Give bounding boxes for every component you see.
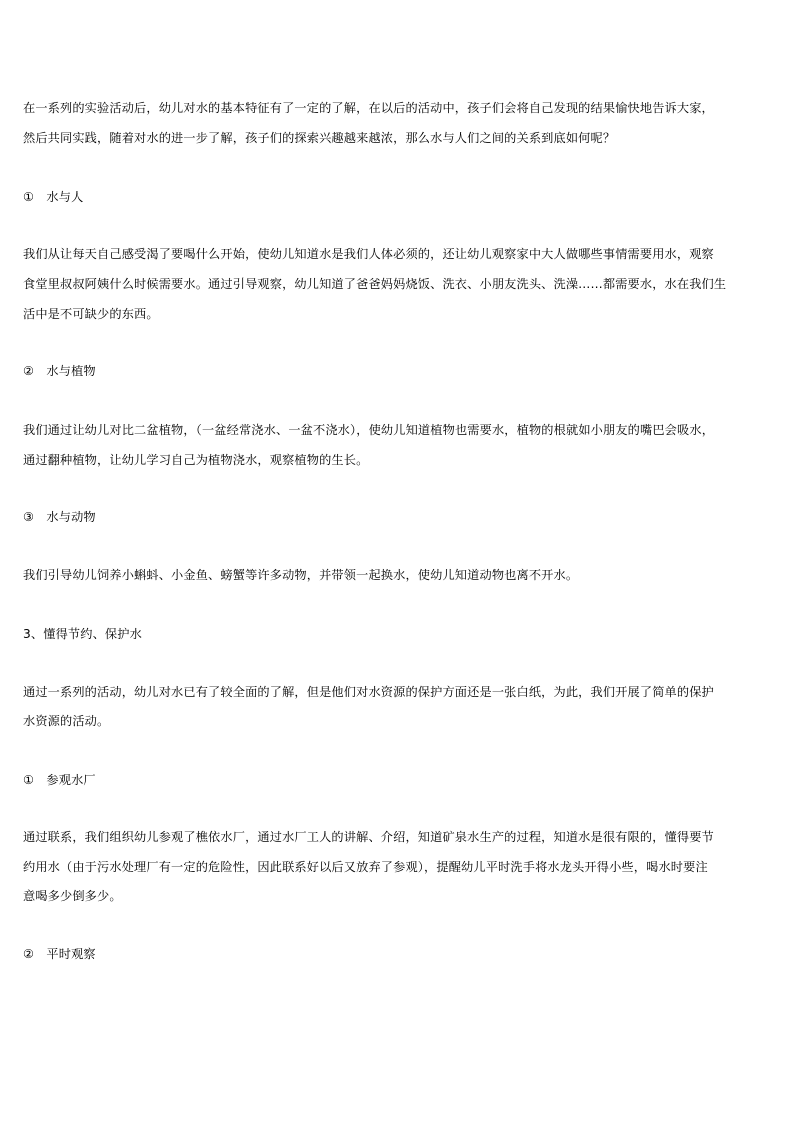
water-people-paragraph-line-3: 活中是不可缺少的东西。 <box>23 307 159 321</box>
water-animals-paragraph-line-1: 我们引导幼儿饲养小蝌蚪、小金鱼、螃蟹等许多动物，并带领一起换水，使幼儿知道动物也离不开水。 <box>23 568 579 582</box>
water-plants-paragraph-line-2: 通过翻种植物，让幼儿学习自己为植物浇水，观察植物的生长。 <box>23 453 369 467</box>
intro-paragraph-line-1: 在一系列的实验活动后，幼儿对水的基本特征有了一定的了解，在以后的活动中，孩子们会将自己发现的结果愉快地告诉大家， <box>23 101 714 115</box>
section-heading-visit: ① 参观水厂 <box>23 773 96 787</box>
save-water-paragraph-line-1: 通过一系列的活动，幼儿对水已有了较全面的了解，但是他们对水资源的保护方面还是一张白纸，为此，我们开展了简单的保护 <box>23 685 714 699</box>
section-heading-water-animals: ③ 水与动物 <box>23 510 96 524</box>
section-heading-water-people: ① 水与人 <box>23 190 84 204</box>
section-heading-water-plants: ② 水与植物 <box>23 364 96 378</box>
water-people-paragraph-line-1: 我们从让每天自己感受渴了要喝什么开始，使幼儿知道水是我们人体必须的，还让幼儿观察家中大人做哪些事情需要用水，观察 <box>23 247 714 261</box>
visit-paragraph-line-3: 意喝多少倒多少。 <box>23 889 122 903</box>
water-plants-paragraph-line-1: 我们通过让幼儿对比二盆植物，（一盆经常浇水、一盆不浇水），使幼儿知道植物也需要水，植物的根就如小朋友的嘴巴会吸水， <box>23 423 715 437</box>
save-water-paragraph-line-2: 水资源的活动。 <box>23 714 110 728</box>
water-people-paragraph-line-2: 食堂里叔叔阿姨什么时候需要水。通过引导观察，幼儿知道了爸爸妈妈烧饭、洗衣、小朋友洗头、洗澡……都需要水，水在我们生 <box>23 277 727 291</box>
visit-paragraph-line-1: 通过联系，我们组织幼儿参观了樵依水厂，通过水厂工人的讲解、介绍，知道矿泉水生产的过程，知道水是很有限的，懂得要节 <box>23 830 714 844</box>
section-heading-save-water: 3、懂得节约、保护水 <box>23 627 142 641</box>
intro-paragraph-line-2: 然后共同实践，随着对水的进一步了解，孩子们的探索兴趣越来越浓，那么水与人们之间的关系到底如何呢？ <box>23 131 616 145</box>
section-heading-observe: ② 平时观察 <box>23 947 96 961</box>
visit-paragraph-line-2: 约用水（由于污水处理厂有一定的危险性，因此联系好以后又放弃了参观），提醒幼儿平时洗手将水龙头开得小些，喝水时要注 <box>23 860 708 874</box>
